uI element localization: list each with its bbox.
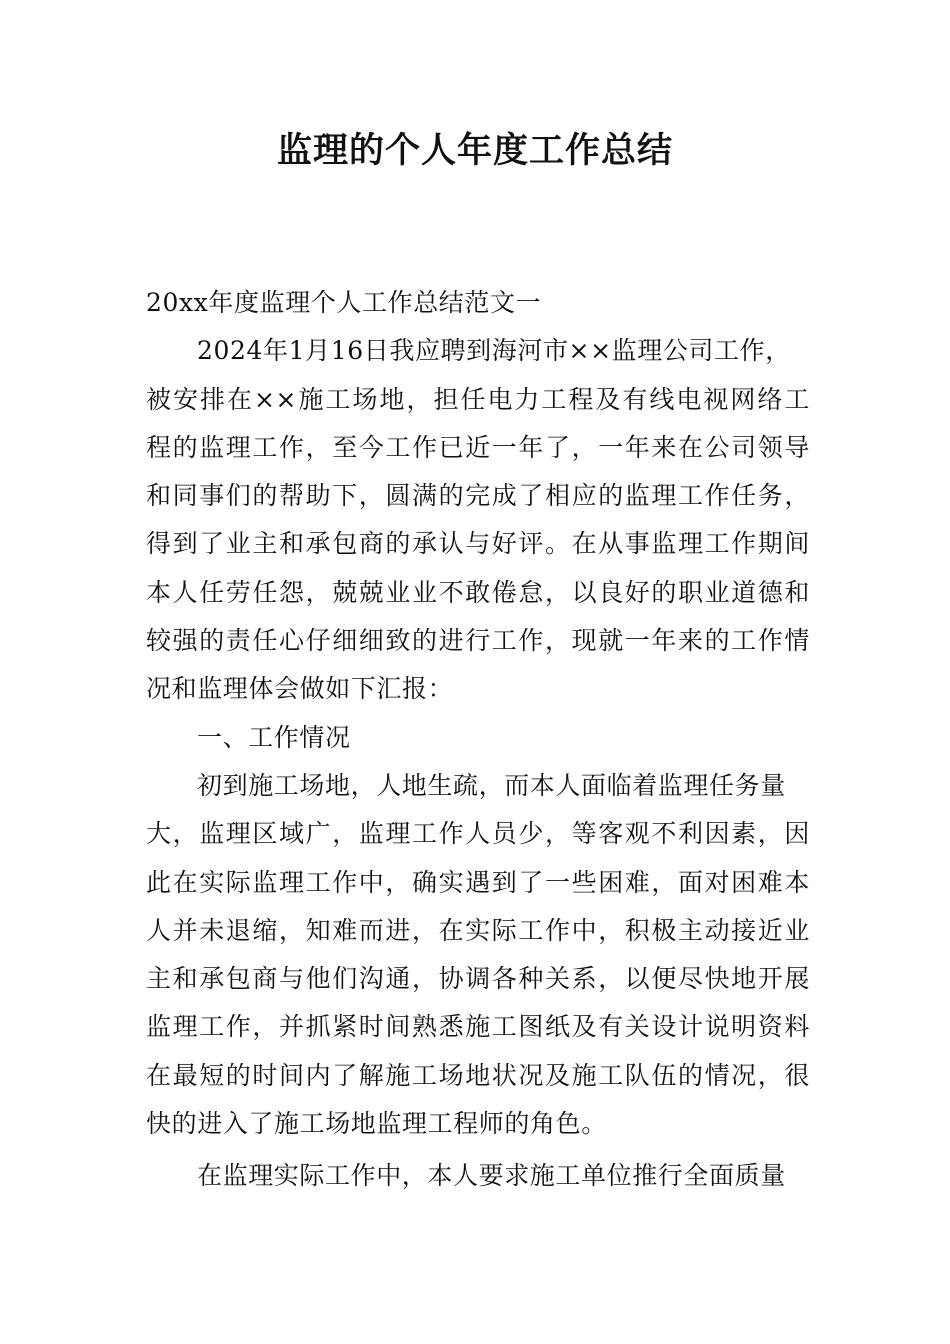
paragraph-3 bbox=[146, 1152, 810, 1200]
paragraph-line: 得到了业主和承包商的承认与好评。在从事监理工作期间 bbox=[146, 529, 810, 559]
paragraph-line: 人并未退缩，知难而进，在实际工作中，积极主动接近业 bbox=[146, 915, 810, 945]
paragraph-line: 大，监理区域广，监理工作人员少，等客观不利因素，因 bbox=[146, 819, 810, 849]
paragraph-1 bbox=[146, 327, 810, 713]
paragraph-line: 被安排在××施工场地，担任电力工程及有线电视网络工 bbox=[146, 384, 810, 414]
paragraph-line: 在监理实际工作中，本人要求施工单位推行全面质量 bbox=[197, 1161, 786, 1191]
paragraph-line: 快的进入了施工场地监理工程师的角色。 bbox=[146, 1109, 607, 1139]
paragraph-line: 在最短的时间内了解施工场地状况及施工队伍的情况，很 bbox=[146, 1060, 810, 1090]
paragraph-line: 和同事们的帮助下，圆满的完成了相应的监理工作任务， bbox=[146, 481, 810, 511]
paragraph-line: 此在实际监理工作中，确实遇到了一些困难，面对困难本 bbox=[146, 867, 810, 897]
section-heading: 一、工作情况 bbox=[197, 722, 351, 752]
paragraph-line: 较强的责任心仔细细致的进行工作，现就一年来的工作情 bbox=[146, 626, 810, 656]
paragraph-line: 主和承包商与他们沟通，协调各种关系，以便尽快地开展 bbox=[146, 964, 810, 994]
paragraph-line: 程的监理工作，至今工作已近一年了，一年来在公司领导 bbox=[146, 432, 810, 462]
paragraph-line: 监理工作，并抓紧时间熟悉施工图纸及有关设计说明资料 bbox=[146, 1012, 810, 1042]
paragraph-line: 况和监理体会做如下汇报： bbox=[146, 674, 454, 704]
paragraph-line: 初到施工场地，人地生疏，而本人面临着监理任务量 bbox=[197, 770, 786, 800]
document-subtitle: 20xx年度监理个人工作总结范文一 bbox=[146, 288, 542, 317]
paragraph-line: 本人任劳任怨，兢兢业业不敢倦怠，以良好的职业道德和 bbox=[146, 577, 810, 607]
paragraph-line: 2024年1月16日我应聘到海河市××监理公司工作， bbox=[197, 336, 791, 366]
document-body bbox=[146, 279, 810, 1201]
document-title: 监理的个人年度工作总结 bbox=[276, 131, 673, 171]
paragraph-2 bbox=[146, 762, 810, 1148]
